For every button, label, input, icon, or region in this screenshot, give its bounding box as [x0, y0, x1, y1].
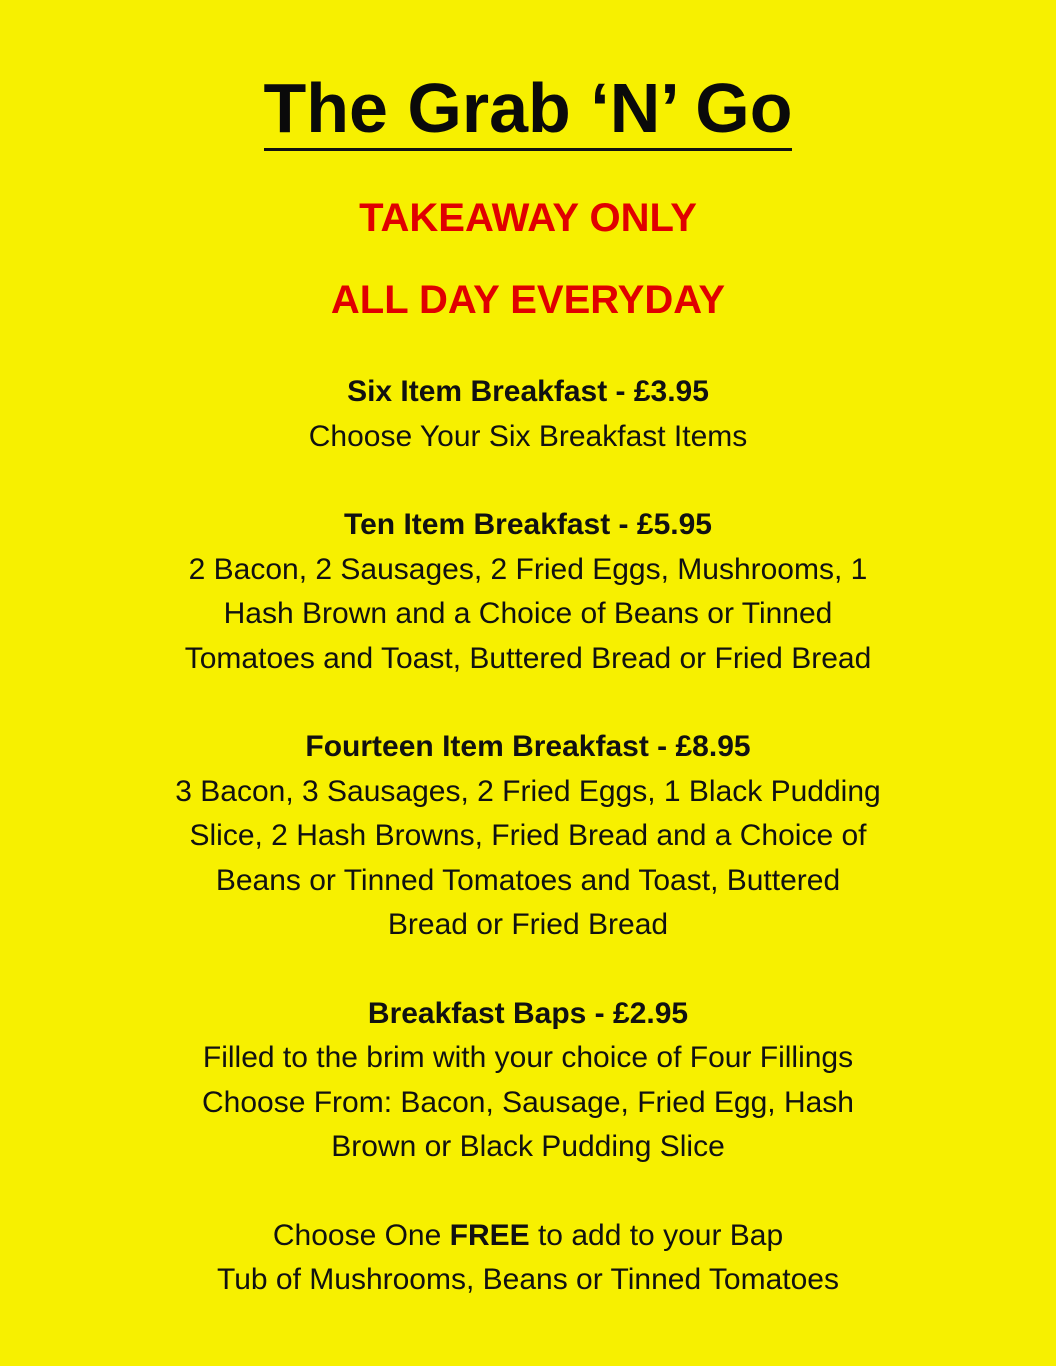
menu-item-description-line: Brown or Black Pudding Slice [331, 1130, 725, 1163]
takeaway-notice: TAKEAWAY ONLY [359, 196, 697, 240]
free-offer-line [120, 1214, 936, 1259]
menu-item-ten-item-breakfast [120, 503, 936, 681]
menu-item-six-item-breakfast [120, 370, 936, 459]
menu-item-description-line: Choose From: Bacon, Sausage, Fried Egg, Hash [201, 1085, 854, 1119]
menu-item-description-line: Tomatoes and Toast, Buttered Bread or Fried Bread [184, 641, 872, 675]
menu-item-name: Fourteen Item Breakfast - £8.95 [305, 730, 751, 763]
menu-item-description-line: Beans or Tinned Tomatoes and Toast, Buttered [215, 863, 841, 897]
menu-item-name: Breakfast Baps - £2.95 [367, 996, 689, 1030]
menu-item-description-line: Filled to the brim with your choice of Four Fillings [202, 1041, 854, 1074]
menu-item-name: Six Item Breakfast - £3.95 [347, 375, 709, 408]
menu-item-description-line: Choose Your Six Breakfast Items [308, 419, 748, 453]
menu-item-name: Ten Item Breakfast - £5.95 [344, 508, 712, 541]
hours-notice: ALL DAY EVERYDAY [330, 278, 726, 322]
menu-list [120, 370, 936, 1303]
free-offer-emphasis: FREE [449, 1218, 530, 1252]
free-offer [120, 1214, 936, 1303]
free-offer-suffix: to add to your Bap [529, 1218, 784, 1252]
menu-item-description-line: Slice, 2 Hash Browns, Fried Bread and a Choice of [189, 819, 867, 852]
menu-item-description-line: Bread or Fried Bread [387, 908, 669, 941]
menu-item-breakfast-baps [120, 992, 936, 1170]
page-title-text: The Grab ‘N’ Go [264, 68, 793, 151]
free-offer-options: Tub of Mushrooms, Beans or Tinned Tomatoes [217, 1263, 839, 1296]
menu-item-description-line: Hash Brown and a Choice of Beans or Tinned [223, 597, 833, 630]
menu-item-description-line: 3 Bacon, 3 Sausages, 2 Fried Eggs, 1 Black Pudding [175, 774, 881, 808]
page-title [0, 62, 1056, 154]
menu-item-description-line: 2 Bacon, 2 Sausages, 2 Fried Eggs, Mushrooms, 1 [188, 552, 868, 586]
free-offer-prefix: Choose One [272, 1218, 450, 1252]
menu-item-fourteen-item-breakfast [120, 725, 936, 948]
